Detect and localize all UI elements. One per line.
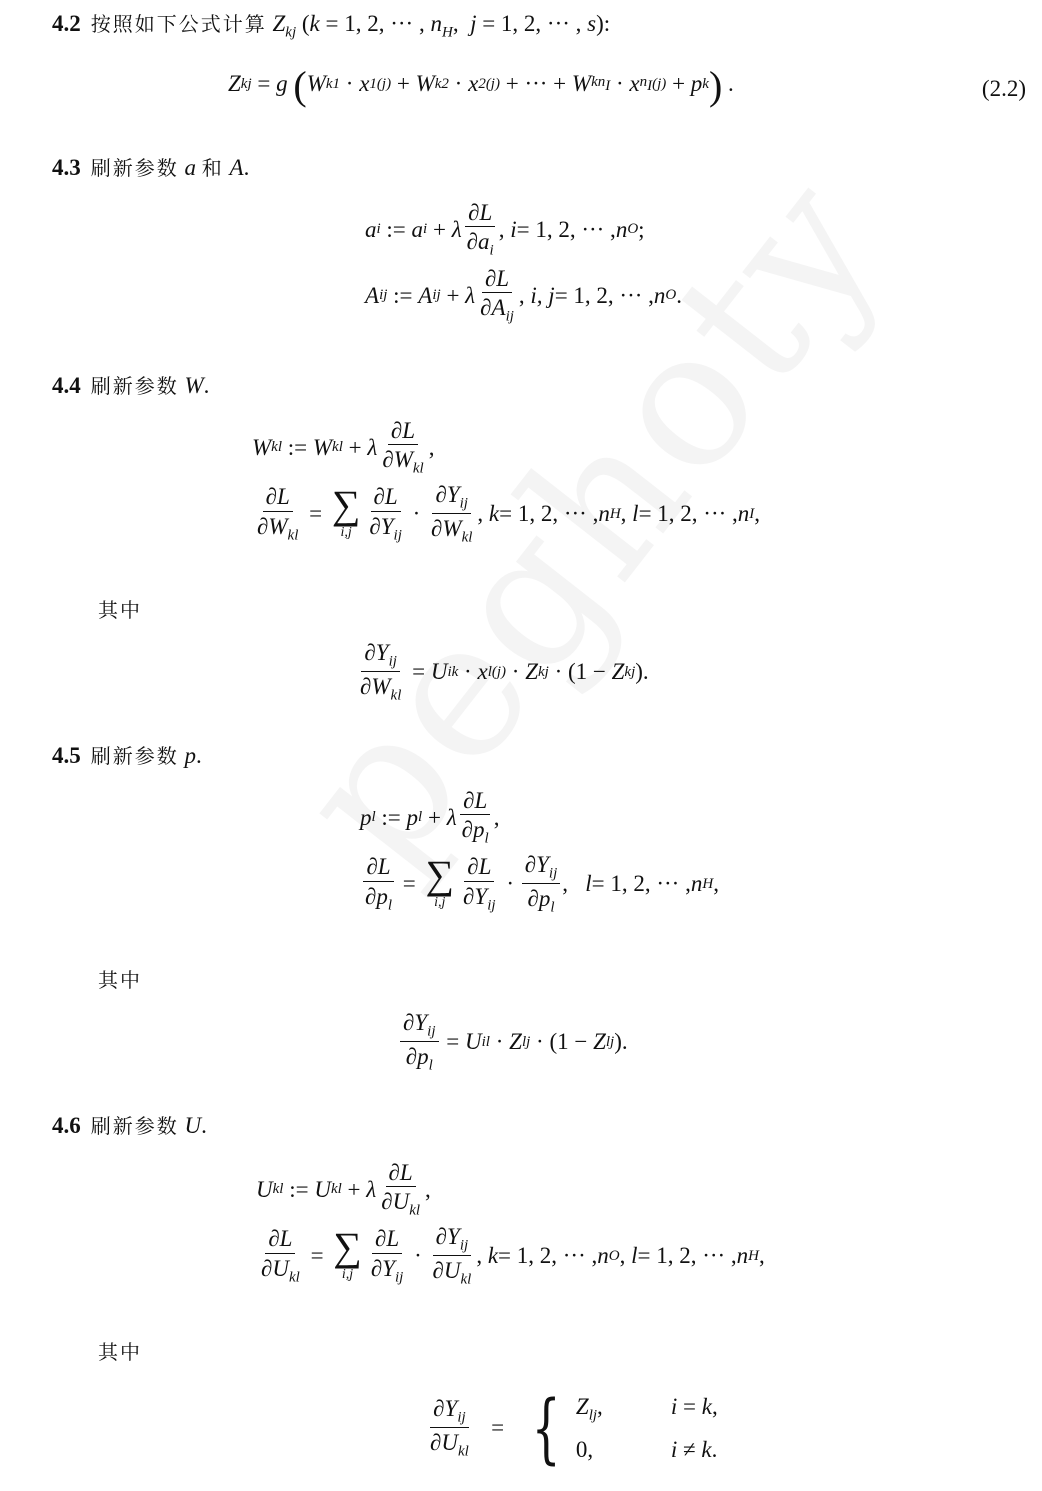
equation-dL-dp: $\frac{\partial L}{\partial p_l}$ = ∑ i,j $\frac{\partial L}{\partial Y_{ij}}$ · $\frac{\partial Y_{ij}}{\partial p_l}$ , l = 1, 2, ··· , n H , [365, 852, 719, 916]
equation-update-A: A ij := A ij + λ $\frac{\partial L}{\partial A_{ij}}$ , i, j = 1, 2, ··· , n O . [365, 266, 682, 325]
section-number: 4.2 [52, 11, 81, 36]
equation-dY-dp: $\frac{\partial Y_{ij}}{\partial p_l}$ = U il · Z lj · (1 − Z lj ). [398, 1010, 628, 1074]
section-4-2-heading: 4.2 按照如下公式计算 $Z_{kj}$ (k = 1, 2, ··· , $n_H$, j = 1, 2, ··· , s): [52, 11, 611, 41]
equation-dY-dU-cases: $\frac{\partial Y_{ij}}{\partial U_{kl}}$ = { $Z_{lj}$, i = k, 0, i ≠ k. [430, 1382, 718, 1472]
text-qizhong: 其中 [98, 1340, 142, 1364]
section-4-4-heading: 4.4 刷新参数 W. [52, 373, 210, 398]
equation-update-U: U kl := U kl + λ $\frac{\partial L}{\partial U_{kl}}$ , [256, 1160, 431, 1219]
equation-update-W: W kl := W kl + λ $\frac{\partial L}{\partial W_{kl}}$ , [252, 418, 435, 477]
equation-update-a: a i := a i + λ $\frac{\partial L}{\partial a_i}$ , i = 1, 2, ··· , n O ; [365, 200, 645, 259]
equation-update-p: p l := p l + λ $\frac{\partial L}{\partial p_l}$ , [360, 788, 500, 847]
equation-tag: (2.2) [981, 76, 1026, 101]
section-4-3-heading: 4.3 刷新参数 a 和 A. [52, 155, 250, 180]
equation-dL-dU: $\frac{\partial L}{\partial U_{kl}}$ = ∑ i,j $\frac{\partial L}{\partial Y_{ij}}$ · $\frac{\partial Y_{ij}}{\partial U_{kl}}$ , k = 1, 2, ··· , n O , l = 1, 2, ··· , n H , [261, 1224, 765, 1288]
section-4-5-heading: 4.5 刷新参数 p. [52, 743, 202, 768]
equation-2-2: Z kj = g ( W k1 · x 1 (j) + W k2 · x 2 (j) + ··· + W $kn_I$ · x $n_I$ (j) + p k ) . [228, 63, 734, 108]
equation-dL-dW: $\frac{\partial L}{\partial W_{kl}}$ = ∑ i,j $\frac{\partial L}{\partial Y_{ij}}$ · $\frac{\partial Y_{ij}}{\partial W_{kl}}$ , k = 1, 2, ··· , n H , l = 1, 2, ··· , n I , [257, 482, 761, 546]
text-qizhong: 其中 [98, 968, 142, 992]
text-qizhong: 其中 [98, 598, 142, 622]
section-label: 按照如下公式计算 [90, 12, 267, 36]
equation-dY-dW: $\frac{\partial Y_{ij}}{\partial W_{kl}}$ = U ik · x l (j) · Z kj · (1 − Z kj ). [360, 640, 649, 704]
section-4-6-heading: 4.6 刷新参数 U. [52, 1113, 207, 1138]
